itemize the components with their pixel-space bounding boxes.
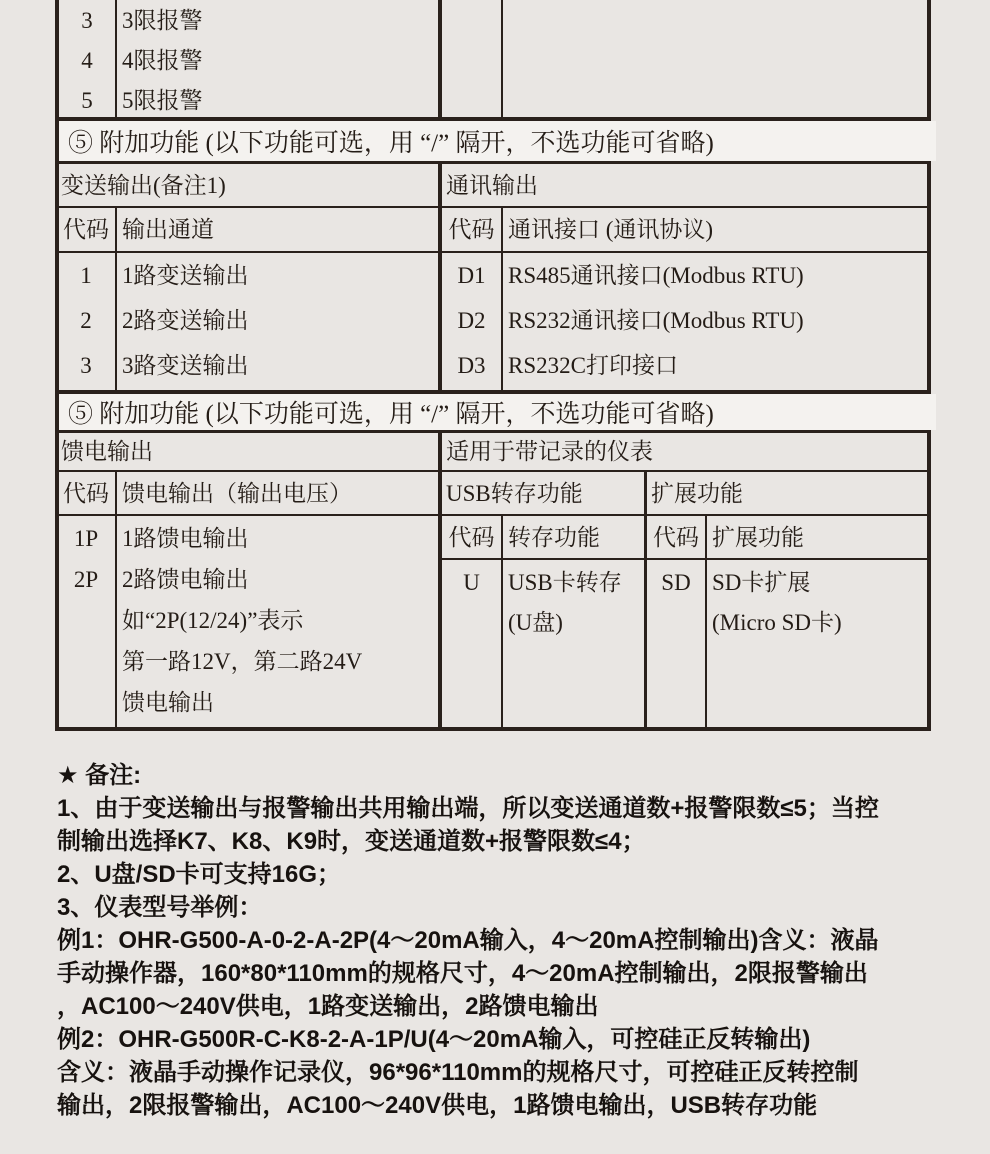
alarm-label: 5限报警: [122, 87, 203, 113]
remarks-line: 例2：OHR-G500R-C-K8-2-A-1P/U(4～20mA输入，可控硅正反转输出): [57, 1026, 811, 1053]
section-header-band-1: ⑤ 附加功能 (以下功能可选，用 “/” 隔开，不选功能可省略): [59, 121, 936, 161]
alarm-code: 5: [81, 87, 93, 113]
usb-code-value: U: [463, 569, 480, 595]
grid-line: [501, 206, 503, 390]
grid-line: [438, 0, 442, 117]
comm-label: RS485通讯接口(Modbus RTU): [508, 263, 804, 288]
feed-label: 1路馈电输出: [122, 526, 249, 551]
remarks-line: 制输出选择K7、K8、K9时，变送通道数+报警限数≤4；: [57, 828, 646, 855]
comm-code-header: 代码: [448, 217, 495, 242]
alarm-label: 4限报警: [122, 47, 203, 73]
sd-function-line: SD卡扩展: [712, 569, 811, 595]
section-header-band-2: ⑤ 附加功能 (以下功能可选，用 “/” 隔开，不选功能可省略): [59, 394, 936, 430]
feed-label: 馈电输出: [122, 690, 214, 715]
sd-function-line: (Micro SD卡): [712, 609, 842, 635]
feed-label: 如“2P(12/24)”表示: [122, 608, 304, 633]
remarks-title: ★ 备注:: [57, 762, 142, 789]
transmit-code: 3: [80, 353, 92, 378]
transmit-label: 3路变送输出: [122, 353, 249, 378]
expansion-title: 扩展功能: [651, 480, 743, 506]
comm-code: D3: [457, 353, 486, 378]
grid-line: [438, 558, 931, 560]
transmit-label-column: [122, 253, 249, 388]
remarks-line: 3、仪表型号举例：: [57, 894, 263, 921]
grid-line: [115, 0, 117, 117]
alarm-code: 3: [81, 7, 93, 33]
feed-label: 第一路12V，第二路24V: [122, 649, 363, 674]
sd-code-value: SD: [661, 569, 691, 595]
comm-label-column: [508, 253, 804, 388]
alarm-label: 3限报警: [122, 7, 203, 33]
ext-code-header: 代码: [653, 524, 699, 550]
feed-code-header: 代码: [63, 480, 109, 506]
transmit-channel-header: 输出通道: [122, 217, 214, 242]
feed-voltage-header: 馈电输出（输出电压）: [122, 480, 352, 506]
transmit-label: 1路变送输出: [122, 263, 249, 288]
feed-output-title: 馈电输出: [61, 439, 153, 464]
feed-code: 2P: [73, 567, 99, 592]
feed-label: 2路馈电输出: [122, 567, 249, 592]
usb-function-lines: [508, 562, 622, 642]
comm-code: D2: [457, 308, 486, 333]
alarm-label-column: [122, 0, 203, 120]
transmit-code-column: [57, 253, 115, 388]
feed-code: 1P: [73, 526, 99, 551]
remarks-line: 手动操作器，160*80*110mm的规格尺寸，4～20mA控制输出，2限报警输出: [57, 960, 868, 987]
recorder-title: 适用于带记录的仪表: [446, 439, 653, 464]
remarks-block: [57, 759, 977, 1122]
usb-code-header: 代码: [448, 524, 495, 550]
sd-function-lines: [712, 562, 842, 642]
remarks-line: 输出，2限报警输出，AC100～240V供电，1路馈电输出，USB转存功能: [57, 1092, 818, 1119]
usb-function-header: 转存功能: [508, 524, 600, 550]
comm-interface-header: 通讯接口 (通讯协议): [508, 217, 714, 242]
comm-output-title: 通讯输出: [446, 172, 538, 198]
remarks-line: ，AC100～240V供电，1路变送输出，2路馈电输出: [57, 993, 599, 1020]
feed-label-column: [122, 518, 362, 723]
usb-function-line: USB卡转存: [508, 569, 622, 595]
grid-line: [705, 514, 707, 727]
comm-label: RS232C打印接口: [508, 353, 678, 378]
comm-code: D1: [457, 263, 486, 288]
transmit-code: 1: [80, 263, 92, 288]
feed-code-column: [57, 518, 115, 600]
remarks-line: 2、U盘/SD卡可支持16G；: [57, 861, 342, 888]
usb-function-line: (U盘): [508, 609, 563, 635]
transmit-code-header: 代码: [63, 217, 109, 242]
grid-line: [55, 727, 931, 731]
remarks-line: 含义：液晶手动操作记录仪，96*96*110mm的规格尺寸，可控硅正反转控制: [57, 1059, 859, 1086]
usb-transfer-title: USB转存功能: [446, 480, 583, 506]
grid-line: [501, 0, 503, 117]
table-border-right: [927, 0, 931, 731]
transmit-label: 2路变送输出: [122, 308, 249, 333]
alarm-code-column: [59, 0, 115, 120]
comm-label: RS232通讯接口(Modbus RTU): [508, 308, 804, 333]
remarks-line: 例1：OHR-G500-A-0-2-A-2P(4～20mA输入，4～20mA控制输出)含义：液晶: [57, 927, 879, 954]
remarks-line: 1、由于变送输出与报警输出共用输出端，所以变送通道数+报警限数≤5；当控: [57, 795, 879, 822]
ext-function-header: 扩展功能: [712, 524, 804, 550]
grid-line: [115, 470, 117, 727]
transmit-output-title: 变送输出(备注1): [61, 172, 226, 198]
grid-line: [501, 514, 503, 727]
comm-code-column: [442, 253, 501, 388]
alarm-code: 4: [81, 47, 93, 73]
grid-line: [115, 206, 117, 390]
transmit-code: 2: [80, 308, 92, 333]
